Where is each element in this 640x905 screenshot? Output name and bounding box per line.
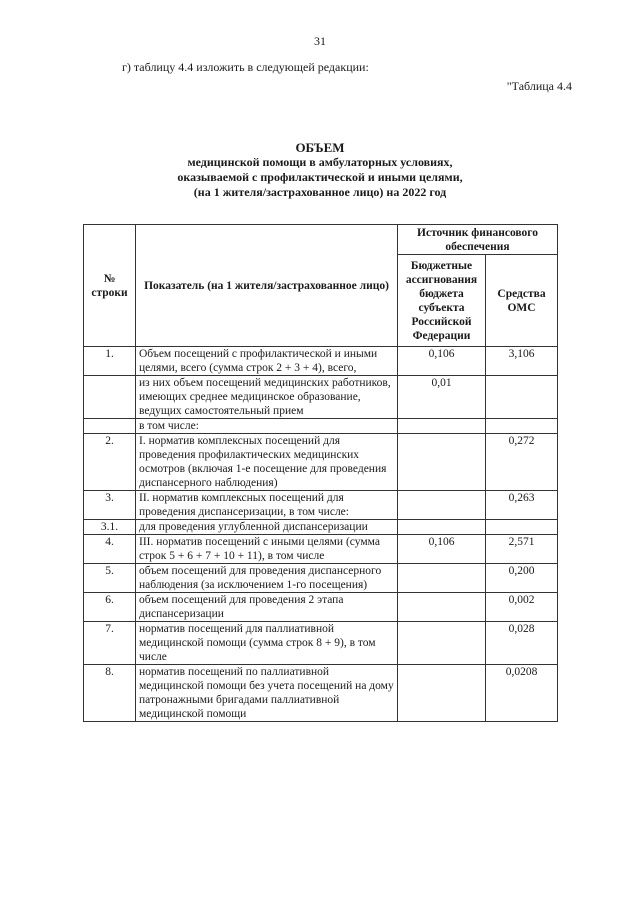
row-oms-value <box>486 419 558 434</box>
row-budget-value <box>398 434 486 491</box>
row-number: 6. <box>84 593 136 622</box>
header-funding-source: Источник финансового обеспечения <box>398 225 558 255</box>
row-oms-value: 0,028 <box>486 622 558 665</box>
row-indicator: в том числе: <box>136 419 398 434</box>
row-oms-value: 0,263 <box>486 491 558 520</box>
row-indicator: I. норматив комплексных посещений для проведения профилактических медицинских осмотров (включая 1-е посещение для проведения диспансерного наблюдения) <box>136 434 398 491</box>
row-number: 4. <box>84 535 136 564</box>
table-body <box>84 347 558 722</box>
row-indicator: для проведения углубленной диспансеризации <box>136 520 398 535</box>
table-row <box>84 491 558 520</box>
row-budget-value <box>398 564 486 593</box>
row-budget-value <box>398 491 486 520</box>
row-indicator: из них объем посещений медицинских работников, имеющих среднее медицинское образование, ведущих самостоятельный прием <box>136 376 398 419</box>
table-row <box>84 347 558 376</box>
table-row <box>84 564 558 593</box>
row-indicator: объем посещений для проведения диспансерного наблюдения (за исключением 1-го посещения) <box>136 564 398 593</box>
row-number: 8. <box>84 665 136 722</box>
row-oms-value: 3,106 <box>486 347 558 376</box>
table-row <box>84 434 558 491</box>
table-row <box>84 535 558 564</box>
row-number: 2. <box>84 434 136 491</box>
row-oms-value: 0,002 <box>486 593 558 622</box>
row-number: 3.1. <box>84 520 136 535</box>
row-budget-value <box>398 593 486 622</box>
intro-text: г) таблицу 4.4 изложить в следующей редакции: <box>122 60 369 74</box>
title-line-2: медицинской помощи в амбулаторных условиях, <box>187 155 453 169</box>
row-indicator: III. норматив посещений с иными целями (сумма строк 5 + 6 + 7 + 10 + 11), в том числе <box>136 535 398 564</box>
table-row <box>84 419 558 434</box>
header-budget: Бюджетные ассигнования бюджета субъекта Российской Федерации <box>398 255 486 347</box>
row-indicator: II. норматив комплексных посещений для проведения диспансеризации, в том числе: <box>136 491 398 520</box>
row-budget-value <box>398 419 486 434</box>
header-row-number: № строки <box>84 225 136 347</box>
table-reference: "Таблица 4.4 <box>506 79 572 93</box>
row-indicator: объем посещений для проведения 2 этапа диспансеризации <box>136 593 398 622</box>
row-budget-value: 0,106 <box>398 347 486 376</box>
volume-table <box>83 224 558 722</box>
row-oms-value: 0,272 <box>486 434 558 491</box>
row-budget-value: 0,01 <box>398 376 486 419</box>
row-oms-value: 2,571 <box>486 535 558 564</box>
row-indicator: норматив посещений для паллиативной медицинской помощи (сумма строк 8 + 9), в том числе <box>136 622 398 665</box>
table-row <box>84 665 558 722</box>
header-oms: Средства ОМС <box>486 255 558 347</box>
row-oms-value <box>486 376 558 419</box>
row-number: 3. <box>84 491 136 520</box>
row-indicator: норматив посещений по паллиативной медицинской помощи без учета посещений на дому патронажными бригадами паллиативной медицинской помощи <box>136 665 398 722</box>
header-indicator: Показатель (на 1 жителя/застрахованное лицо) <box>136 225 398 347</box>
row-number <box>84 376 136 419</box>
row-oms-value <box>486 520 558 535</box>
title-line-4: (на 1 жителя/застрахованное лицо) на 2022 год <box>193 185 447 199</box>
row-budget-value <box>398 520 486 535</box>
row-budget-value <box>398 622 486 665</box>
row-number <box>84 419 136 434</box>
table-row <box>84 622 558 665</box>
row-indicator: Объем посещений с профилактической и иными целями, всего (сумма строк 2 + 3 + 4), всего, <box>136 347 398 376</box>
row-oms-value: 0,0208 <box>486 665 558 722</box>
table-row <box>84 520 558 535</box>
row-number: 1. <box>84 347 136 376</box>
table-row <box>84 376 558 419</box>
row-budget-value <box>398 665 486 722</box>
title-line-1: ОБЪЕМ <box>295 140 345 155</box>
table-row <box>84 593 558 622</box>
page-number: 31 <box>314 34 326 48</box>
title-line-3: оказываемой с профилактической и иными целями, <box>177 170 463 184</box>
row-number: 7. <box>84 622 136 665</box>
row-budget-value: 0,106 <box>398 535 486 564</box>
row-oms-value: 0,200 <box>486 564 558 593</box>
document-title <box>0 140 640 200</box>
row-number: 5. <box>84 564 136 593</box>
